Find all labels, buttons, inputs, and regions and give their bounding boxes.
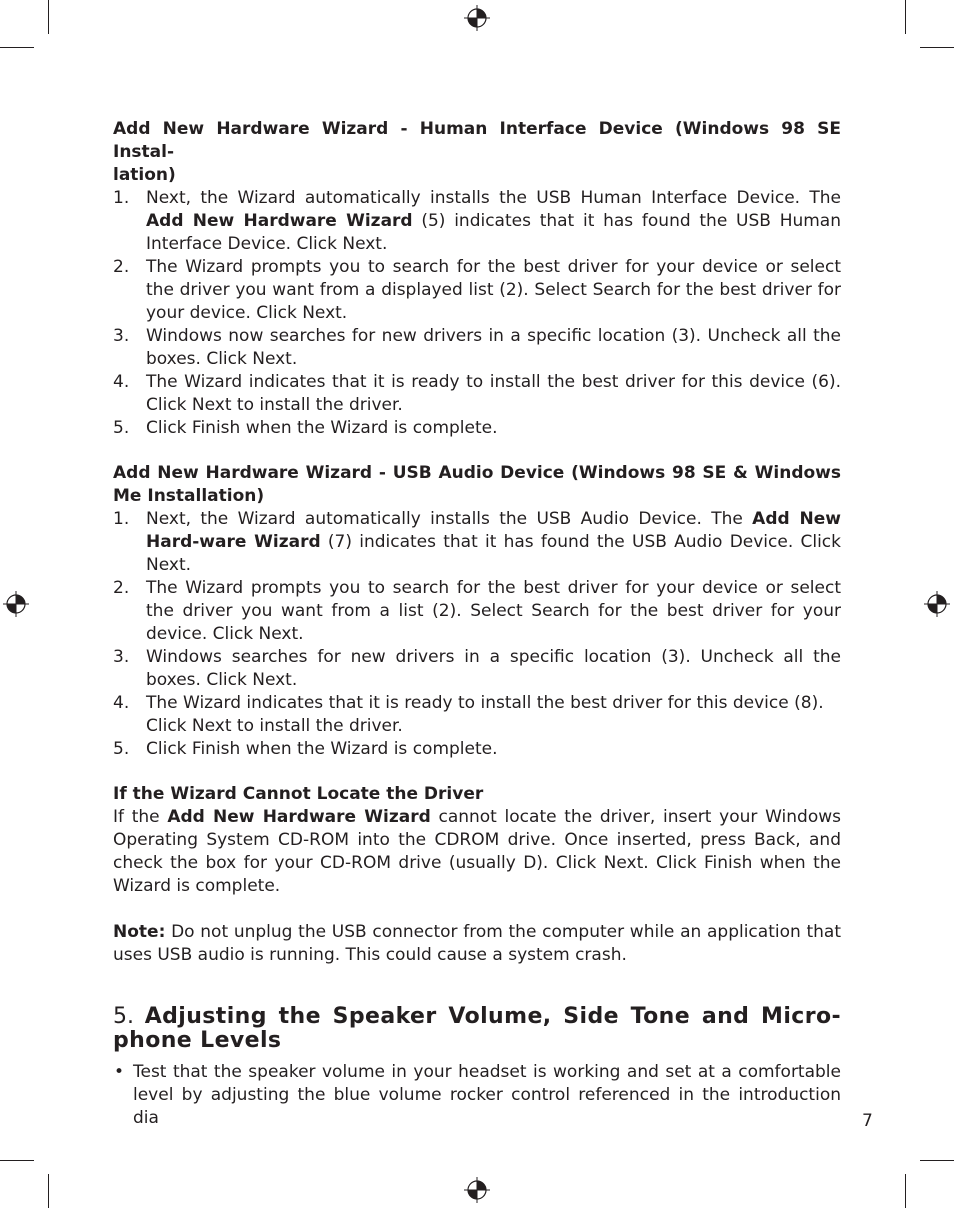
page-number: 7 xyxy=(862,1111,873,1131)
crop-mark xyxy=(0,47,34,48)
registration-mark-icon xyxy=(924,591,950,617)
step-text: The Wizard indicates that it is ready to install the best driver for this device (6). Click Next to install the driver. xyxy=(146,372,841,415)
step-text: (5) indicates that it has found the USB Human Interface Device. Click Next. xyxy=(146,211,842,254)
chapter-title: Adjusting the Speaker Volume, Side Tone and Micro-phone Levels xyxy=(113,1004,841,1053)
note-text: Do not unplug the USB connector from the computer while an application that uses USB audio is running. This could cause a system crash. xyxy=(113,922,841,965)
heading-line: lation) xyxy=(113,165,176,185)
bullet-text: Test that the speaker volume in your headset is working and set at a comfortable level by adjusting the blue volume rocker control referenced in the introduction dia xyxy=(133,1062,841,1128)
heading-line: Add New Hardware Wizard - Human Interface Device (Windows 98 SE Instal- xyxy=(113,119,841,162)
crop-mark xyxy=(0,1160,34,1161)
list-item xyxy=(113,256,841,325)
list-item xyxy=(113,577,841,646)
step-text: The Wizard prompts you to search for the best driver for your device or select the driver you want from a displayed list (2). Select Search for the best driver for your device. Click Next. xyxy=(146,257,841,323)
cannot-locate-paragraph xyxy=(113,806,841,898)
list-item xyxy=(113,187,841,256)
crop-mark xyxy=(905,1174,906,1208)
section-heading-hid xyxy=(113,118,841,187)
step-text: The Wizard indicates that it is ready to install the best driver for this device (8). xyxy=(146,693,824,713)
step-text: Click Finish when the Wizard is complete. xyxy=(146,739,498,759)
list-item xyxy=(113,738,841,761)
list-item xyxy=(113,508,841,577)
section-heading-cannot-locate: If the Wizard Cannot Locate the Driver xyxy=(113,784,484,804)
crop-mark xyxy=(48,1174,49,1208)
spacer xyxy=(113,440,841,462)
step-text: The Wizard prompts you to search for the best driver for your device or select the driver you want from a list (2). Select Search for the best driver for your device. Click Next. xyxy=(146,578,841,644)
step-text: Next, the Wizard automatically installs the USB Human Interface Device. The xyxy=(146,188,841,208)
note-label: Note: xyxy=(113,922,166,942)
step-number: 2. xyxy=(113,578,130,598)
audio-steps-list xyxy=(113,508,841,761)
step-number: 1. xyxy=(113,509,130,529)
list-item xyxy=(113,692,841,738)
list-item xyxy=(113,646,841,692)
list-item xyxy=(113,325,841,371)
registration-mark-icon xyxy=(464,5,490,31)
registration-mark-icon xyxy=(3,591,29,617)
bullet-icon: • xyxy=(114,1062,125,1082)
step-number: 4. xyxy=(113,372,130,392)
note-paragraph xyxy=(113,921,841,967)
step-number: 1. xyxy=(113,188,130,208)
step-text: Click Finish when the Wizard is complete. xyxy=(146,418,498,438)
step-text: (7) indicates that it has found the USB Audio Device. Click Next. xyxy=(146,532,841,575)
step-bold-text: Add New Hardware Wizard xyxy=(146,211,413,231)
bullet-list xyxy=(113,1061,841,1130)
step-text: Click Next to install the driver. xyxy=(146,716,403,736)
paragraph-bold-text: Add New Hardware Wizard xyxy=(167,807,431,827)
list-item xyxy=(113,1061,841,1130)
crop-mark xyxy=(905,0,906,34)
step-number: 3. xyxy=(113,326,130,346)
spacer xyxy=(113,761,841,783)
crop-mark xyxy=(920,47,954,48)
chapter-number: 5. xyxy=(113,1004,134,1029)
step-number: 3. xyxy=(113,647,130,667)
step-text: Next, the Wizard automatically installs the USB Audio Device. The xyxy=(146,509,753,529)
step-number: 5. xyxy=(113,739,130,759)
registration-mark-icon xyxy=(464,1177,490,1203)
step-bold-text: Add New Hard-ware Wizard xyxy=(146,509,841,552)
page-content xyxy=(113,118,841,1130)
step-number: 5. xyxy=(113,418,130,438)
spacer xyxy=(113,967,841,1005)
section-heading-audio: Add New Hardware Wizard - USB Audio Device (Windows 98 SE & Windows Me Installation) xyxy=(113,463,841,506)
paragraph-text: cannot locate the driver, insert your Windows Operating System CD-ROM into the CDROM drive. Once inserted, press Back, and check the box for your CD-ROM drive (usually D). Click Next. Click Finish when the Wizard is complete. xyxy=(113,807,841,896)
step-text: Windows now searches for new drivers in a specific location (3). Uncheck all the boxes. Click Next. xyxy=(146,326,841,369)
list-item xyxy=(113,371,841,417)
list-item xyxy=(113,417,841,440)
spacer xyxy=(113,898,841,921)
step-number: 2. xyxy=(113,257,130,277)
step-text: Windows searches for new drivers in a specific location (3). Uncheck all the boxes. Click Next. xyxy=(146,647,841,690)
paragraph-text: If the xyxy=(113,807,168,827)
hid-steps-list xyxy=(113,187,841,440)
crop-mark xyxy=(48,0,49,34)
step-number: 4. xyxy=(113,693,130,713)
chapter-heading xyxy=(113,1005,841,1053)
crop-mark xyxy=(920,1160,954,1161)
